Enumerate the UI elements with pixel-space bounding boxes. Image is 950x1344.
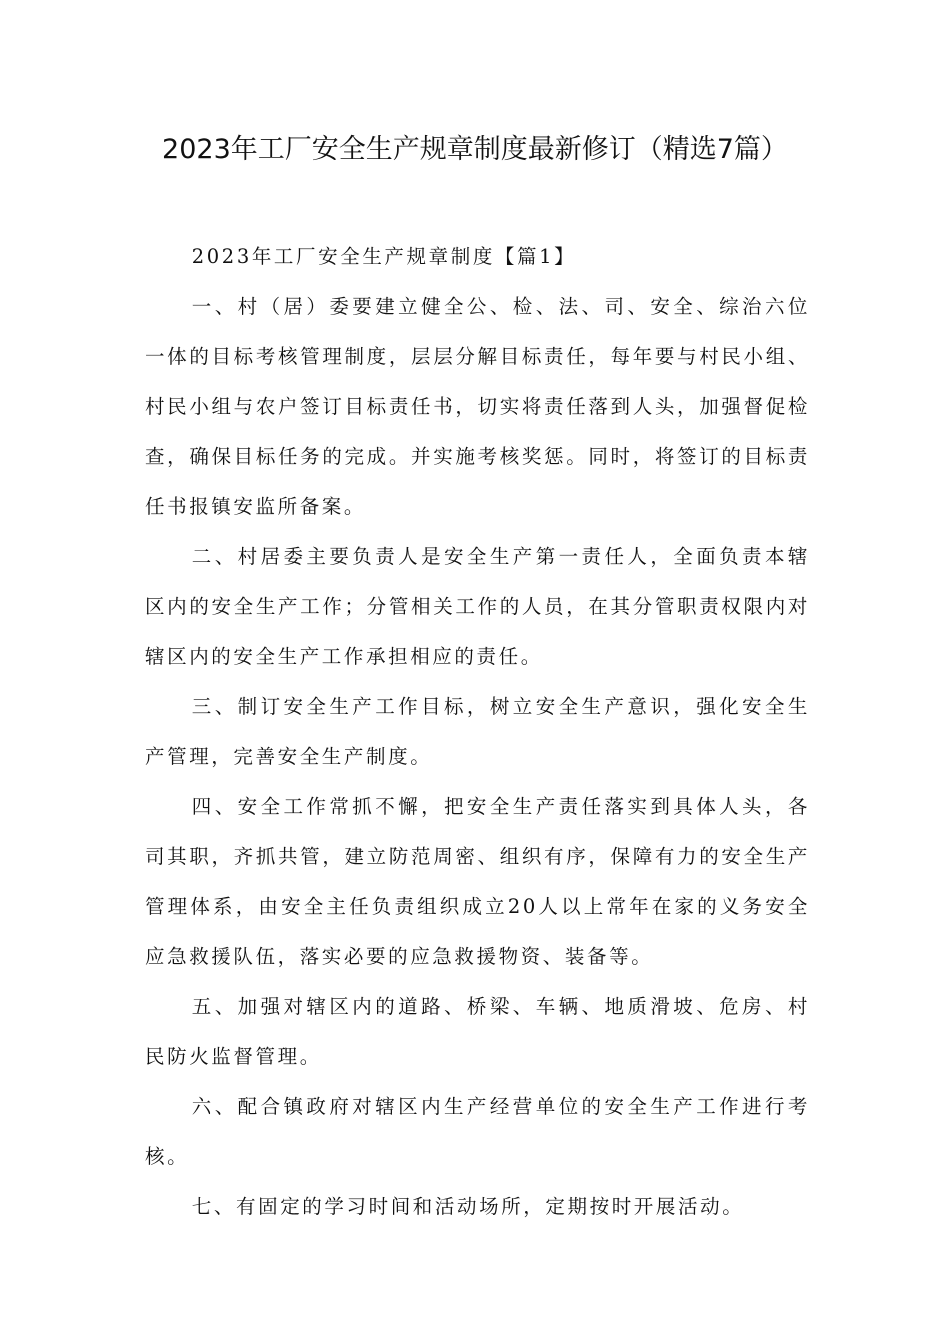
document-title: 2023年工厂安全生产规章制度最新修订（精选7篇） — [162, 134, 788, 165]
paragraph-7: 七、有固定的学习时间和活动场所，定期按时开展活动。 — [191, 1195, 745, 1218]
paragraph-2: 二、村居委主要负责人是安全生产第一责任人，全面负责本辖区内的安全生产工作；分管相关工作的人员，在其分管职责权限内对辖区内的安全生产工作承担相应的责任。 — [145, 545, 810, 668]
paragraph-1: 一、村（居）委要建立健全公、检、法、司、安全、综治六位一体的目标考核管理制度，层层分解目标责任，每年要与村民小组、村民小组与农户签订目标责任书，切实将责任落到人头，加强督促检查，确保目标任务的完成。并实施考核奖惩。同时，将签订的目标责任书报镇安监所备案。 — [145, 295, 810, 518]
paragraph-3: 三、制订安全生产工作目标，树立安全生产意识，强化安全生产管理，完善安全生产制度。 — [145, 695, 810, 768]
paragraph-5: 五、加强对辖区内的道路、桥梁、车辆、地质滑坡、危房、村民防火监督管理。 — [145, 995, 810, 1068]
paragraph-6: 六、配合镇政府对辖区内生产经营单位的安全生产工作进行考核。 — [145, 1095, 810, 1168]
document-body — [145, 232, 810, 1232]
section-heading: 2023年工厂安全生产规章制度【篇1】 — [191, 245, 577, 268]
paragraph-4: 四、安全工作常抓不懈，把安全生产责任落实到具体人头，各司其职，齐抓共管，建立防范周密、组织有序，保障有力的安全生产管理体系，由安全主任负责组织成立20人以上常年在家的义务安全应急救援队伍，落实必要的应急救援物资、装备等。 — [145, 795, 810, 968]
